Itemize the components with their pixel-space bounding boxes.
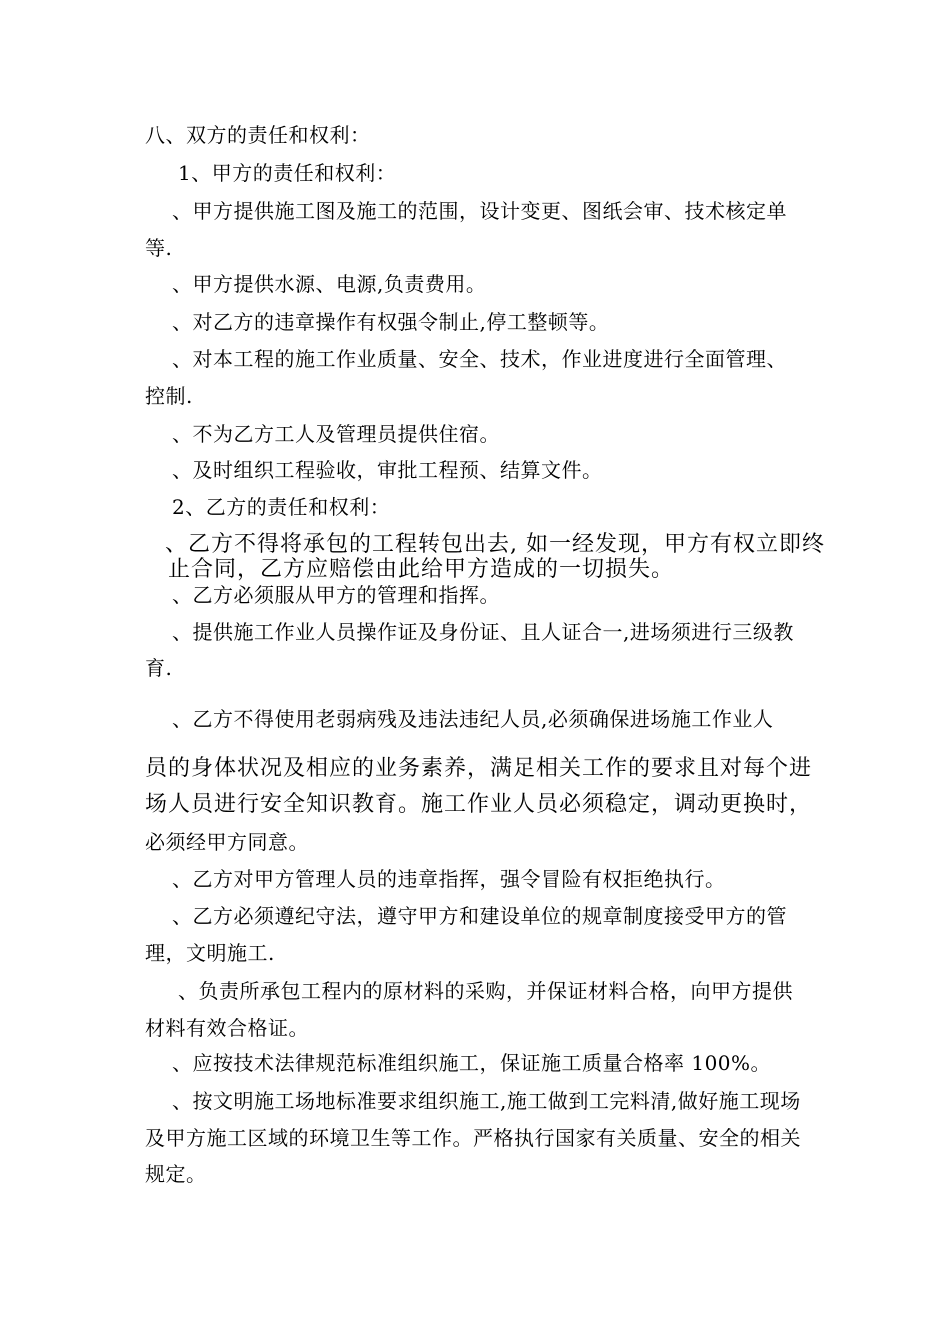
party-b-item-line: 及甲方施工区域的环境卫生等工作。严格执行国家有关质量、安全的相关 bbox=[145, 1126, 801, 1150]
party-b-item-line: 、提供施工作业人员操作证及身份证、且人证合一,进场须进行三级教 bbox=[172, 620, 794, 644]
party-b-heading: 2、乙方的责任和权利： bbox=[172, 495, 391, 519]
party-a-item-line: 、及时组织工程验收，审批工程预、结算文件。 bbox=[172, 458, 603, 482]
party-b-item-line: 、乙方必须遵纪守法，遵守甲方和建设单位的规章制度接受甲方的管 bbox=[172, 904, 787, 928]
party-a-heading: 1、甲方的责任和权利： bbox=[178, 161, 397, 185]
party-b-item-line: 理，文明施工. bbox=[145, 941, 275, 965]
section-title: 八、双方的责任和权利： bbox=[145, 123, 371, 147]
party-b-item-line: 止合同，乙方应赔偿由此给甲方造成的一切损失。 bbox=[168, 557, 675, 582]
party-a-item-line: 、对本工程的施工作业质量、安全、技术，作业进度进行全面管理、 bbox=[172, 347, 787, 371]
party-a-item-line: 、不为乙方工人及管理员提供住宿。 bbox=[172, 422, 500, 446]
party-b-item-line: 场人员进行安全知识教育。施工作业人员必须稳定，调动更换时， bbox=[145, 792, 813, 817]
party-b-item-line: 育. bbox=[145, 656, 173, 680]
party-b-item-line: 必须经甲方同意。 bbox=[145, 830, 309, 854]
party-b-item-line: 、按文明施工场地标准要求组织施工,施工做到工完料清,做好施工现场 bbox=[172, 1089, 801, 1113]
party-b-item-line: 、乙方不得将承包的工程转包出去, 如一经发现，甲方有权立即终 bbox=[165, 532, 825, 557]
party-b-item-line: 、乙方必须服从甲方的管理和指挥。 bbox=[172, 583, 500, 607]
party-b-item-line: 材料有效合格证。 bbox=[145, 1016, 309, 1040]
party-b-item-line: 规定。 bbox=[145, 1162, 207, 1186]
party-a-item-line: 、甲方提供水源、电源,负责费用。 bbox=[172, 272, 487, 296]
party-b-item-line: 、负责所承包工程内的原材料的采购，并保证材料合格，向甲方提供 bbox=[178, 979, 793, 1003]
party-b-item-line: 、应按技术法律规范标准组织施工，保证施工质量合格率 100%。 bbox=[172, 1051, 772, 1075]
party-a-item-line: 、对乙方的违章操作有权强令制止,停工整顿等。 bbox=[172, 310, 610, 334]
party-a-item-line: 等. bbox=[145, 236, 173, 260]
party-b-item-line: 、乙方不得使用老弱病残及违法违纪人员,必须确保进场施工作业人 bbox=[172, 707, 774, 731]
party-b-item-line: 员的身体状况及相应的业务素养，满足相关工作的要求且对每个进 bbox=[145, 756, 813, 781]
party-a-item-line: 、甲方提供施工图及施工的范围，设计变更、图纸会审、技术核定单 bbox=[172, 199, 787, 223]
party-a-item-line: 控制. bbox=[145, 384, 193, 408]
party-b-item-line: 、乙方对甲方管理人员的违章指挥，强令冒险有权拒绝执行。 bbox=[172, 867, 726, 891]
